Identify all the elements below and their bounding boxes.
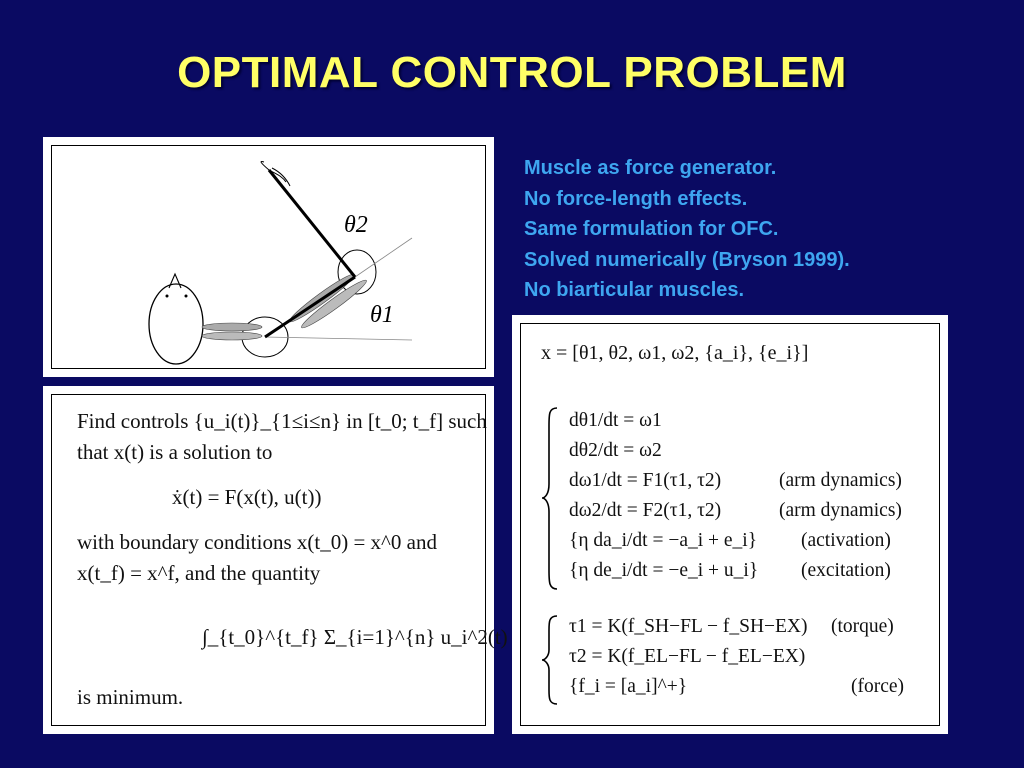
slide-title: OPTIMAL CONTROL PROBLEM (177, 48, 847, 97)
state-equation: ẋ(t) = F(x(t), u(t)) (172, 485, 322, 509)
upper-arm-segment (265, 277, 355, 337)
bullet-text: No force-length effects. (524, 187, 748, 210)
problem-line-3: with boundary conditions x(t_0) = x^0 and (77, 530, 437, 554)
eq-tag: (force) (851, 676, 905, 697)
system-brace (541, 406, 559, 591)
shoulder-muscle (202, 323, 262, 331)
problem-line-2: that x(t) is a solution to (77, 440, 273, 464)
shoulder-muscle (202, 332, 262, 340)
eq-tag: (excitation) (801, 560, 891, 581)
arm-diagram (52, 146, 487, 370)
nose-mark (169, 274, 181, 288)
eq-tag: (arm dynamics) (779, 500, 902, 521)
eye (166, 295, 169, 298)
eq-tag: (arm dynamics) (779, 470, 902, 491)
bullet-text: Solved numerically (Bryson 1999). (524, 248, 850, 271)
eq-row: dω1/dt = F1(τ1, τ2) (569, 470, 722, 491)
eq-row: dθ2/dt = ω2 (569, 440, 662, 461)
hand-sketch (261, 161, 290, 186)
arm-figure-panel (43, 137, 494, 377)
eq-row: {f_i = [a_i]^+} (569, 676, 688, 697)
eq-tag: (activation) (801, 530, 891, 551)
cost-integral: ∫_{t_0}^{t_f} Σ_{i=1}^{n} u_i^2(t) (202, 625, 508, 649)
problem-line-1: Find controls {u_i(t)}_{1≤i≤n} in [t_0; t_f] such (77, 409, 487, 433)
forearm-segment (269, 170, 355, 277)
head-outline (149, 284, 203, 364)
dynamics-panel (512, 315, 948, 734)
reference-line (355, 238, 412, 277)
theta2-label: θ2 (344, 212, 368, 238)
bullet-text: Muscle as force generator. (524, 157, 777, 179)
state-vector: x = [θ1, θ2, ω1, ω2, {a_i}, {e_i}] (541, 342, 809, 364)
eq-row: {η da_i/dt = −a_i + e_i} (569, 530, 758, 551)
problem-line-4: x(t_f) = x^f, and the quantity (77, 561, 321, 585)
problem-line-5: is minimum. (77, 685, 184, 709)
theta1-label: θ1 (370, 302, 394, 328)
eq-row: τ2 = K(f_EL−FL − f_EL−EX) (569, 646, 806, 667)
dynamics-frame (520, 323, 940, 726)
eq-row: τ1 = K(f_SH−FL − f_SH−EX) (569, 616, 808, 637)
system-brace (541, 614, 559, 706)
eq-row: dθ1/dt = ω1 (569, 410, 662, 431)
eq-row: dω2/dt = F2(τ1, τ2) (569, 500, 722, 521)
problem-frame (51, 394, 508, 726)
problem-panel (43, 386, 508, 734)
eq-row: {η de_i/dt = −e_i + u_i} (569, 560, 759, 581)
eye (185, 295, 188, 298)
bullet-text: Same formulation for OFC. (524, 218, 779, 241)
reference-line (265, 337, 412, 340)
arm-figure-frame (51, 145, 486, 369)
bullet-text: No biarticular muscles. (524, 279, 745, 302)
eq-tag: (torque) (831, 616, 894, 637)
